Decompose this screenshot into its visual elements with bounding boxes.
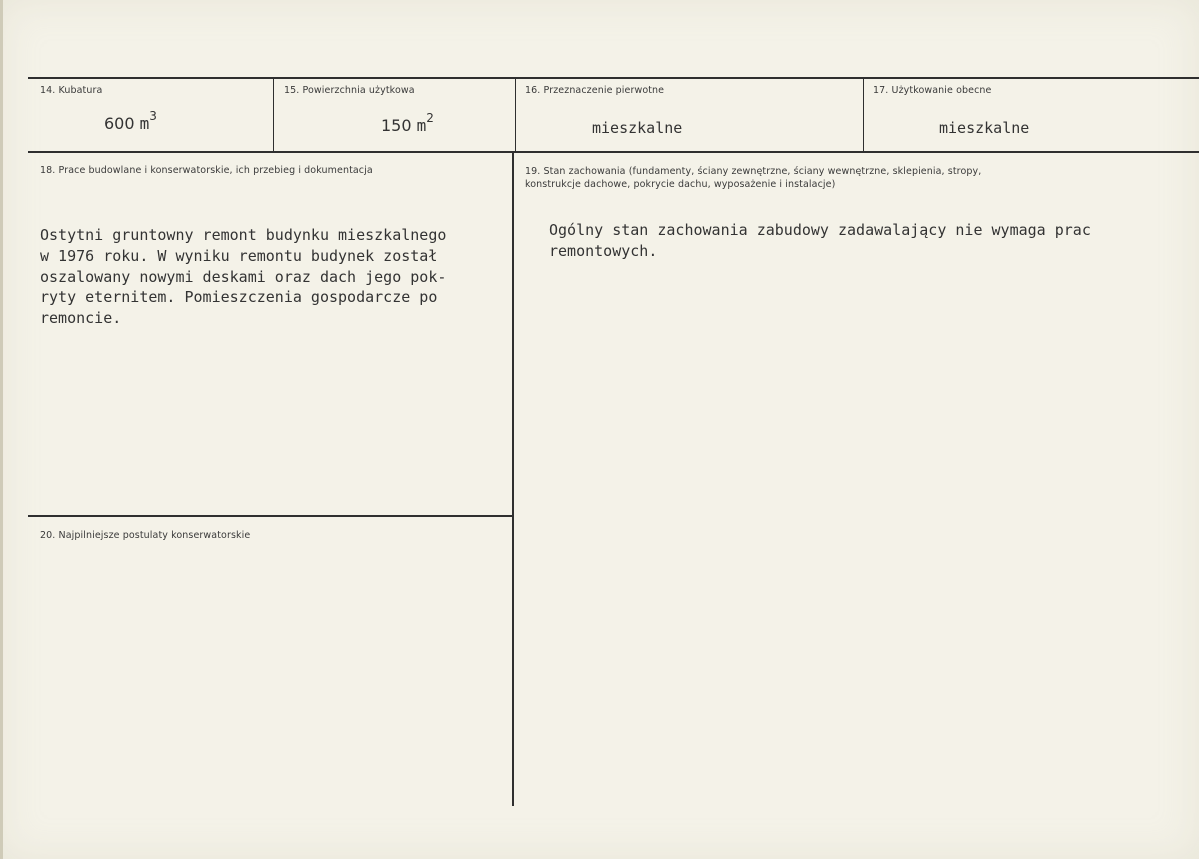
field-17-label: 17. Użytkowanie obecne (873, 85, 992, 96)
col-divider-2 (515, 77, 516, 152)
field-19-label: 19. Stan zachowania (fundamenty, ściany zewnętrzne, ściany wewnętrzne, sklepienia, stropy, konstrukcje dachowe, pokrycie dachu, wyposażenie i instalacje) (525, 166, 982, 190)
field-14-label: 14. Kubatura (40, 85, 103, 96)
main-divider (512, 152, 514, 806)
section-20-rule (28, 515, 512, 517)
field-14-value (104, 109, 157, 133)
area-unit: m (416, 116, 427, 135)
field-15-label: 15. Powierzchnia użytkowa (284, 85, 415, 96)
area-number: 150 (381, 116, 412, 135)
field-18-label: 18. Prace budowlane i konserwatorskie, ich przebieg i dokumentacja (40, 165, 373, 176)
col-divider-1 (273, 77, 274, 152)
field-15-value (381, 111, 434, 135)
row-rule (28, 151, 1199, 153)
field-18-text: Ostytni gruntowny remont budynku mieszkalnego w 1976 roku. W wyniku remontu budynek został oszalowany nowymi deskami oraz dach jego pok- ryty eternitem. Pomieszczenia gospodarcze po remoncie. (40, 226, 447, 328)
field-17-value: mieszkalne (939, 119, 1030, 137)
area-exponent: 2 (426, 111, 434, 125)
col-divider-3 (863, 77, 864, 152)
card-edge (0, 0, 3, 859)
field-16-label: 16. Przeznaczenie pierwotne (525, 85, 665, 96)
field-16-value: mieszkalne (592, 119, 683, 137)
field-20-label: 20. Najpilniejsze postulaty konserwatorskie (40, 530, 251, 541)
field-19-text: Ogólny stan zachowania zabudowy zadawalający nie wymaga prac remontowych. (549, 221, 1091, 260)
kubatura-exponent: 3 (149, 109, 157, 123)
top-rule (28, 77, 1199, 79)
kubatura-number: 600 (104, 114, 135, 133)
kubatura-unit: m (139, 114, 150, 133)
